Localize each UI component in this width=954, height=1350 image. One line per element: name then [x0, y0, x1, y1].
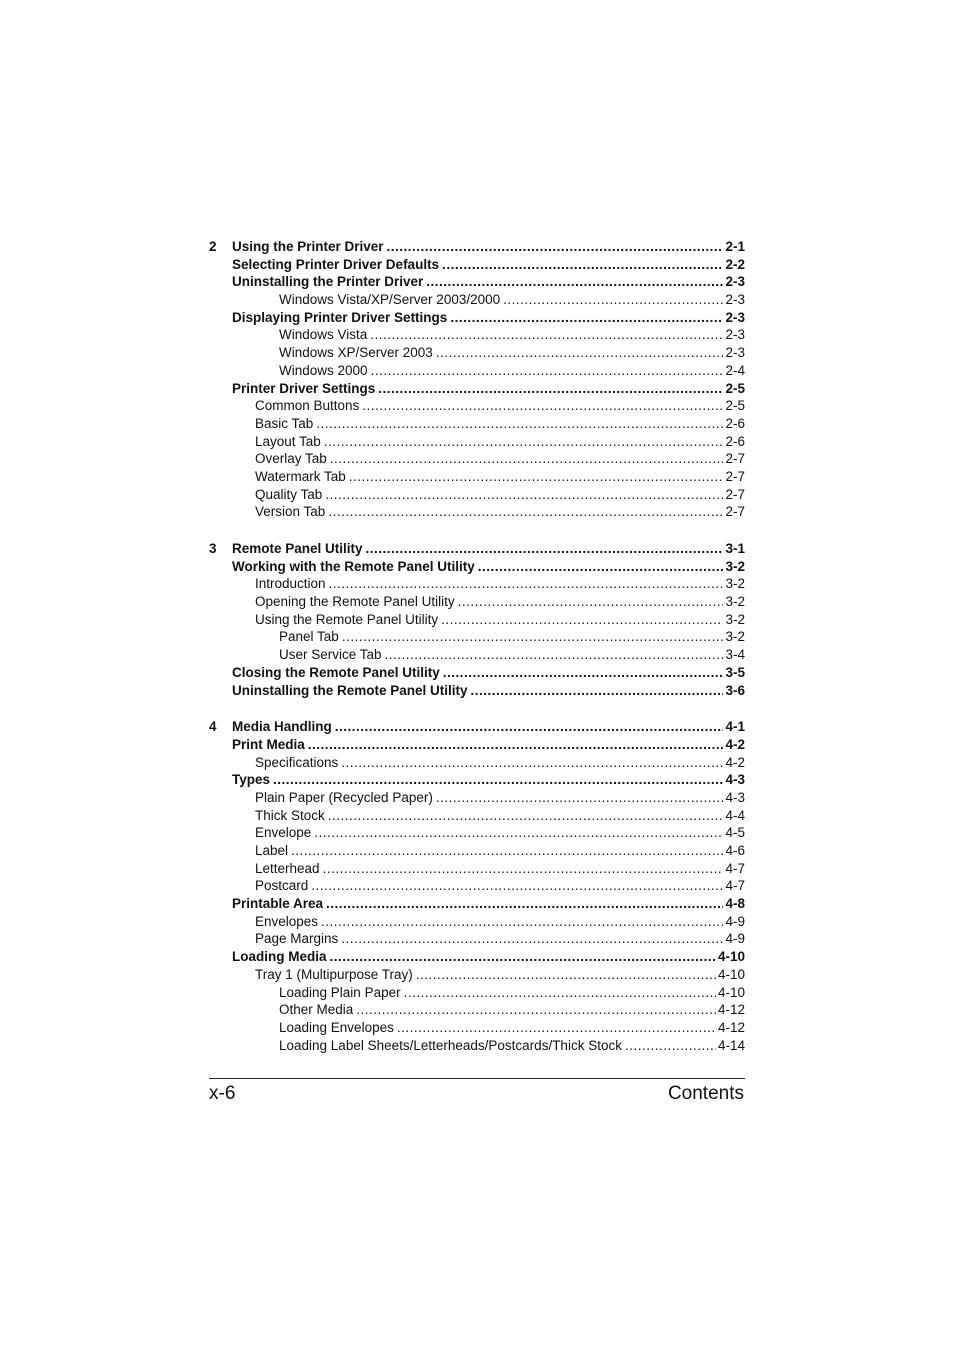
toc-entry[interactable]: [209, 593, 745, 611]
toc-entry-title: Windows XP/Server 2003: [279, 345, 433, 361]
toc-entry-page: 4-9: [725, 913, 745, 929]
toc-entry-title: Media Handling: [232, 719, 332, 735]
toc-entry[interactable]: [209, 1019, 745, 1037]
dot-leader: [323, 860, 724, 878]
dot-leader: [404, 984, 716, 1002]
dot-leader: [342, 628, 724, 646]
dot-leader: [371, 362, 724, 380]
toc-entry-title: Plain Paper (Recycled Paper): [255, 789, 433, 805]
toc-entry-title: Page Margins: [255, 931, 339, 947]
toc-entry-title: Letterhead: [255, 860, 320, 876]
toc-entry[interactable]: [209, 913, 745, 931]
toc-entry-page: 2-2: [725, 256, 745, 272]
toc-entry-title: Thick Stock: [255, 807, 325, 823]
toc-entry-title: Using the Printer Driver: [232, 239, 384, 254]
toc-entry-title: Uninstalling the Printer Driver: [232, 274, 424, 290]
toc-entry-title: Remote Panel Utility: [232, 541, 363, 556]
toc-entry-title: Windows Vista/XP/Server 2003/2000: [279, 292, 501, 308]
toc-entry[interactable]: [209, 842, 745, 860]
toc-entry[interactable]: [209, 877, 745, 895]
toc-entry-title: Displaying Printer Driver Settings: [232, 309, 448, 325]
toc-entry[interactable]: [209, 789, 745, 807]
toc-entry-page: 4-7: [725, 878, 745, 894]
toc-entry[interactable]: [209, 433, 745, 451]
toc-entry-page: 4-14: [717, 1037, 745, 1053]
toc-entry-title: Postcard: [255, 878, 309, 894]
toc-entry-title: Quality Tab: [255, 486, 323, 502]
toc-entry-title: Layout Tab: [255, 433, 321, 449]
toc-entry-page: 4-6: [725, 843, 745, 858]
dot-leader: [426, 273, 723, 291]
toc-entry-title: Introduction: [255, 576, 326, 592]
toc-entry-page: 2-5: [725, 398, 745, 414]
dot-leader: [328, 503, 723, 521]
toc-entry-title: Using the Remote Panel Utility: [255, 611, 439, 627]
dot-leader: [436, 344, 724, 362]
toc-entry-page: 2-3: [725, 345, 745, 361]
dot-leader: [503, 291, 723, 309]
dot-leader: [436, 789, 724, 807]
toc-entry[interactable]: [209, 256, 745, 274]
footer-rule: [209, 1078, 745, 1079]
toc-entry-title: User Service Tab: [279, 647, 382, 663]
dot-leader: [341, 930, 723, 948]
dot-leader: [349, 468, 724, 486]
toc-entry[interactable]: [209, 1037, 745, 1055]
dot-leader: [341, 754, 723, 772]
toc-entry[interactable]: [209, 984, 745, 1002]
toc-entry-page: 2-3: [725, 309, 745, 325]
toc-chapter: [209, 718, 745, 1054]
toc-entry-title: Label: [255, 843, 289, 858]
chapter-number: 4: [209, 719, 217, 735]
toc-entry-page: 4-1: [725, 719, 745, 735]
toc-entry-title: Windows 2000: [279, 362, 368, 378]
toc-entry-title: Windows Vista: [279, 327, 368, 343]
toc-entry[interactable]: [209, 309, 745, 327]
dot-leader: [416, 966, 716, 984]
toc-entry-page: 4-5: [725, 825, 745, 841]
dot-leader: [471, 682, 724, 700]
toc-entry-page: 3-2: [725, 594, 745, 610]
toc-entry-page: 4-2: [725, 736, 745, 752]
toc-entry-title: Envelopes: [255, 913, 319, 929]
toc-entry-title: Types: [232, 772, 271, 788]
toc-entry-page: 3-2: [725, 558, 745, 574]
table-of-contents: [209, 238, 745, 1073]
toc-entry[interactable]: [209, 895, 745, 913]
toc-entry-page: 3-6: [725, 682, 745, 698]
toc-entry-page: 2-6: [725, 433, 745, 449]
toc-entry[interactable]: [209, 575, 745, 593]
toc-entry-title: Loading Media: [232, 949, 327, 965]
dot-leader: [321, 913, 723, 931]
toc-entry-title: Version Tab: [255, 504, 326, 520]
toc-entry-title: Basic Tab: [255, 415, 314, 431]
toc-entry[interactable]: [209, 558, 745, 576]
dot-leader: [378, 380, 723, 398]
toc-entry-title: Overlay Tab: [255, 451, 327, 467]
toc-entry-page: 4-3: [725, 789, 745, 805]
toc-entry[interactable]: [209, 326, 745, 344]
dot-leader: [316, 415, 723, 433]
toc-entry-page: 4-2: [725, 754, 745, 770]
toc-entry-title: Tray 1 (Multipurpose Tray): [255, 966, 413, 982]
toc-entry[interactable]: [209, 860, 745, 878]
toc-entry[interactable]: [209, 362, 745, 380]
toc-entry[interactable]: [209, 807, 745, 825]
toc-entry[interactable]: [209, 966, 745, 984]
dot-leader: [324, 433, 724, 451]
toc-entry-page: 2-7: [725, 486, 745, 502]
toc-entry-page: 4-10: [717, 984, 745, 1000]
toc-entry-title: Working with the Remote Panel Utility: [232, 558, 475, 574]
toc-entry[interactable]: [209, 771, 745, 789]
toc-entry[interactable]: [209, 540, 745, 558]
dot-leader: [625, 1037, 716, 1055]
dot-leader: [362, 397, 723, 415]
toc-entry-page: 3-2: [725, 611, 745, 627]
toc-entry[interactable]: [209, 344, 745, 362]
toc-entry[interactable]: [209, 948, 745, 966]
toc-entry[interactable]: [209, 611, 745, 629]
toc-entry[interactable]: [209, 291, 745, 309]
toc-entry-title: Opening the Remote Panel Utility: [255, 594, 455, 610]
toc-entry[interactable]: [209, 682, 745, 700]
dot-leader: [335, 718, 724, 736]
toc-entry-title: Panel Tab: [279, 629, 339, 645]
toc-entry-title: Loading Plain Paper: [279, 984, 401, 1000]
toc-entry-page: 3-5: [725, 664, 745, 680]
toc-entry-page: 2-7: [725, 451, 745, 467]
toc-entry[interactable]: [209, 415, 745, 433]
toc-entry-page: 2-6: [725, 415, 745, 431]
dot-leader: [308, 736, 724, 754]
toc-entry-title: Printable Area: [232, 896, 324, 912]
toc-entry[interactable]: [209, 238, 745, 256]
toc-entry-page: 2-3: [725, 292, 745, 308]
toc-entry-page: 3-4: [725, 647, 745, 663]
toc-entry-title: Envelope: [255, 825, 312, 841]
toc-entry-title: Loading Label Sheets/Letterheads/Postcards/Thick Stock: [279, 1037, 622, 1053]
toc-entry[interactable]: [209, 503, 745, 521]
toc-entry-title: Other Media: [279, 1002, 354, 1018]
toc-entry-page: 4-4: [725, 807, 745, 823]
toc-entry[interactable]: [209, 1001, 745, 1019]
toc-entry-page: 4-10: [717, 966, 745, 982]
dot-leader: [397, 1019, 716, 1037]
toc-entry-title: Closing the Remote Panel Utility: [232, 664, 440, 680]
toc-entry[interactable]: [209, 824, 745, 842]
dot-leader: [328, 807, 724, 825]
toc-entry-page: 4-7: [725, 860, 745, 876]
toc-entry[interactable]: [209, 397, 745, 415]
toc-entry-page: 2-4: [725, 362, 745, 378]
toc-entry[interactable]: [209, 468, 745, 486]
toc-entry[interactable]: [209, 380, 745, 398]
toc-entry-page: 4-12: [717, 1002, 745, 1018]
dot-leader: [441, 611, 723, 629]
toc-entry-page: 2-7: [725, 468, 745, 484]
dot-leader: [326, 895, 723, 913]
toc-entry-page: 4-12: [717, 1019, 745, 1035]
toc-entry-title: Loading Envelopes: [279, 1019, 394, 1035]
toc-entry-title: Uninstalling the Remote Panel Utility: [232, 682, 468, 698]
dot-leader: [311, 877, 723, 895]
footer-page-number: x-6: [209, 1083, 236, 1104]
dot-leader: [356, 1001, 716, 1019]
toc-entry-page: 2-1: [725, 239, 745, 254]
dot-leader: [329, 575, 724, 593]
dot-leader: [325, 486, 723, 504]
toc-entry-page: 2-3: [725, 274, 745, 290]
toc-entry[interactable]: [209, 736, 745, 754]
chapter-number: 2: [209, 239, 217, 254]
toc-entry-title: Common Buttons: [255, 398, 360, 414]
dot-leader: [314, 824, 723, 842]
toc-entry-page: 3-2: [725, 629, 745, 645]
dot-leader: [370, 326, 723, 344]
toc-entry-title: Print Media: [232, 736, 305, 752]
toc-chapter: [209, 540, 745, 699]
toc-entry-title: Selecting Printer Driver Defaults: [232, 256, 440, 272]
dot-leader: [387, 238, 724, 256]
toc-entry[interactable]: [209, 486, 745, 504]
toc-entry[interactable]: [209, 450, 745, 468]
toc-entry-title: Printer Driver Settings: [232, 380, 376, 396]
toc-entry[interactable]: [209, 628, 745, 646]
toc-entry-page: 3-1: [725, 541, 745, 556]
dot-leader: [442, 256, 723, 274]
footer-section-title: Contents: [667, 1083, 744, 1104]
toc-entry[interactable]: [209, 273, 745, 291]
dot-leader: [366, 540, 724, 558]
dot-leader: [330, 948, 716, 966]
toc-entry[interactable]: [209, 718, 745, 736]
toc-entry-title: Specifications: [255, 754, 339, 770]
toc-chapter: [209, 238, 745, 521]
dot-leader: [478, 558, 724, 576]
toc-entry-page: 4-10: [717, 949, 745, 965]
dot-leader: [458, 593, 724, 611]
toc-entry-title: Watermark Tab: [255, 468, 346, 484]
toc-entry-page: 3-2: [725, 576, 745, 592]
toc-entry-page: 4-9: [725, 931, 745, 947]
toc-entry-page: 2-3: [725, 327, 745, 343]
toc-entry[interactable]: [209, 646, 745, 664]
dot-leader: [273, 771, 723, 789]
toc-entry[interactable]: [209, 930, 745, 948]
dot-leader: [330, 450, 724, 468]
dot-leader: [443, 664, 724, 682]
toc-entry-page: 4-3: [725, 772, 745, 788]
dot-leader: [385, 646, 724, 664]
chapter-number: 3: [209, 541, 217, 556]
toc-entry-page: 2-5: [725, 380, 745, 396]
dot-leader: [291, 842, 723, 860]
toc-entry[interactable]: [209, 664, 745, 682]
dot-leader: [450, 309, 723, 327]
toc-entry-page: 2-7: [725, 504, 745, 520]
toc-entry-page: 4-8: [725, 896, 745, 912]
toc-entry[interactable]: [209, 754, 745, 772]
